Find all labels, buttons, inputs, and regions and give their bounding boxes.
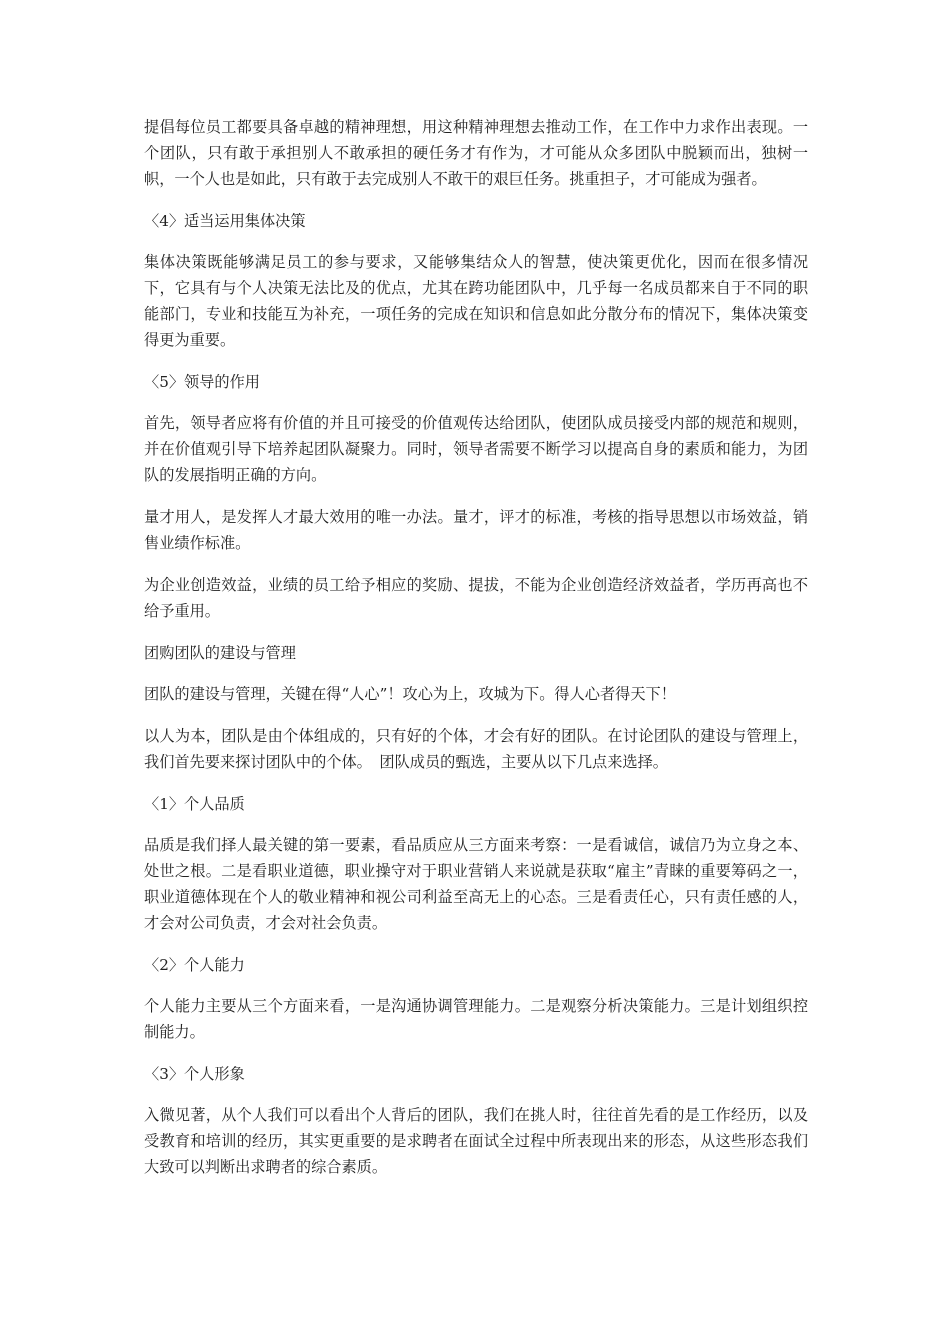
- subheading-personal-image: 〈3〉个人形象: [144, 1065, 245, 1083]
- subheading-leadership-role: 〈5〉领导的作用: [144, 373, 260, 391]
- document-body: [144, 114, 808, 1196]
- subheading-personal-quality: 〈1〉个人品质: [144, 795, 245, 813]
- paragraph-talent-use: 量才用人，是发挥人才最大效用的唯一办法。量才，评才的标准，考核的指导思想以市场效益，销售业绩作标准。: [144, 508, 808, 552]
- paragraph-personal-quality: 品质是我们择人最关键的第一要素，看品质应从三方面来考察：一是看诚信，诚信乃为立身之本、处世之根。二是看职业道德，职业操守对于职业营销人来说就是获取“雇主”青睐的重要筹码之一，职业道德体现在个人的敬业精神和视公司利益至高无上的心态。三是看责任心，只有责任感的人，才会对公司负责，才会对社会负责。: [144, 836, 808, 932]
- paragraph-personal-ability: 个人能力主要从三个方面来看，一是沟通协调管理能力。二是观察分析决策能力。三是计划组织控制能力。: [144, 997, 808, 1041]
- paragraph-personal-image: 入微见著，从个人我们可以看出个人背后的团队，我们在挑人时，往往首先看的是工作经历，以及受教育和培训的经历，其实更重要的是求聘者在面试全过程中所表现出来的形态，从这些形态我们大致可以判断出求聘者的综合素质。: [144, 1106, 808, 1176]
- paragraph-collective-decision: 集体决策既能够满足员工的参与要求，又能够集结众人的智慧，使决策更优化，因而在很多情况下，它具有与个人决策无法比及的优点，尤其在跨功能团队中，几乎每一名成员都来自于不同的职能部门，专业和技能互为补充，一项任务的完成在知识和信息如此分散分布的情况下，集体决策变得更为重要。: [144, 253, 808, 349]
- paragraph-win-hearts: 团队的建设与管理，关键在得“人心”！攻心为上，攻城为下。得人心者得天下！: [144, 685, 676, 703]
- paragraph-people-oriented: 以人为本，团队是由个体组成的，只有好的个体，才会有好的团队。在讨论团队的建设与管理上，我们首先要来探讨团队中的个体。 团队成员的甄选，主要从以下几点来选择。: [144, 727, 808, 771]
- section-heading-group-buying-team: 团购团队的建设与管理: [144, 644, 296, 662]
- paragraph-spirit-ideal: 提倡每位员工都要具备卓越的精神理想，用这种精神理想去推动工作，在工作中力求作出表现。一个团队，只有敢于承担别人不敢承担的硬任务才有作为，才可能从众多团队中脱颖而出，独树一帜，一个人也是如此，只有敢于去完成别人不敢干的艰巨任务。挑重担子，才可能成为强者。: [144, 118, 808, 188]
- paragraph-leadership-values: 首先，领导者应将有价值的并且可接受的价值观传达给团队，使团队成员接受内部的规范和规则，并在价值观引导下培养起团队凝聚力。同时，领导者需要不断学习以提高自身的素质和能力，为团队的发展指明正确的方向。: [144, 414, 808, 484]
- paragraph-reward-promotion: 为企业创造效益，业绩的员工给予相应的奖励、提拔，不能为企业创造经济效益者，学历再高也不给予重用。: [144, 576, 808, 620]
- subheading-personal-ability: 〈2〉个人能力: [144, 956, 245, 974]
- subheading-collective-decision: 〈4〉适当运用集体决策: [144, 212, 306, 230]
